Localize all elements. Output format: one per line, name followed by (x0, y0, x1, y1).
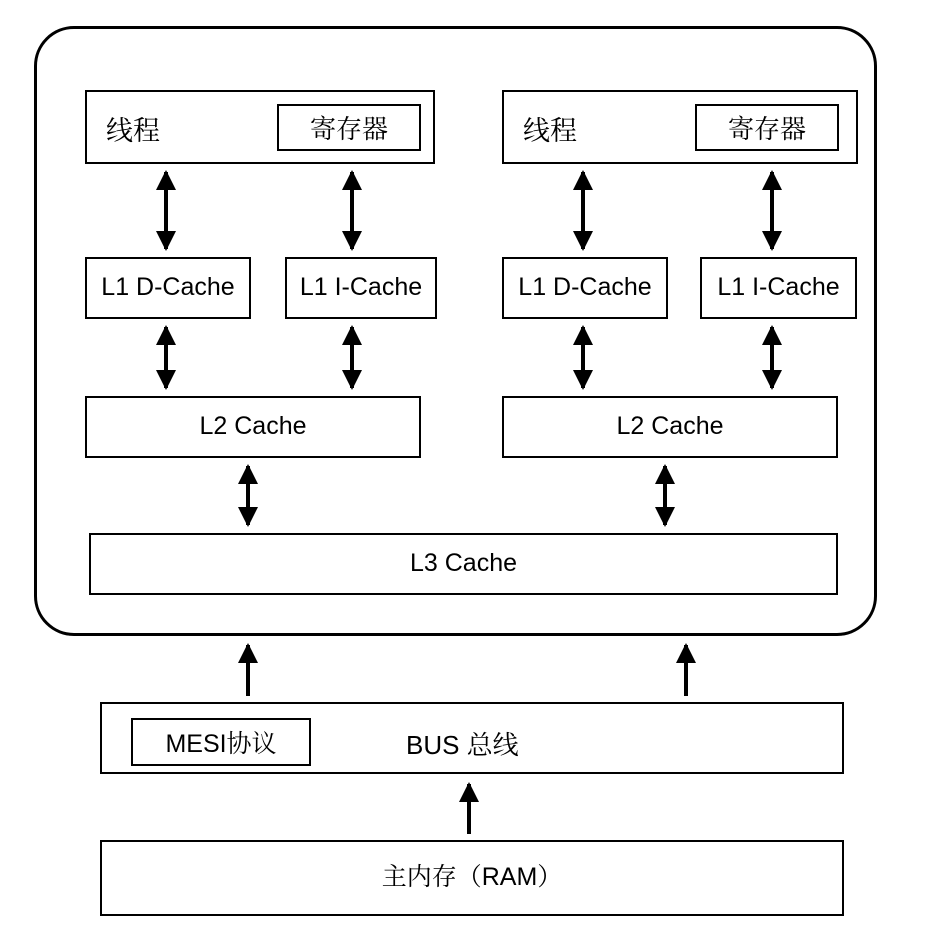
core-1-l2-cache-box: L2 Cache (85, 396, 421, 458)
core-1-thread-label: 线程 (106, 116, 160, 146)
core-1-register-box: 寄存器 (277, 104, 421, 151)
core-2-l1-dcache-box: L1 D-Cache (502, 257, 668, 319)
bus-label: BUS 总线 (406, 730, 519, 760)
core-2-l1-icache-box: L1 I-Cache (700, 257, 857, 319)
l3-cache-box: L3 Cache (89, 533, 838, 595)
core-2-l2-cache-box: L2 Cache (502, 396, 838, 458)
core-2-register-box: 寄存器 (695, 104, 839, 151)
main-memory-box: 主内存（RAM） (100, 840, 844, 916)
core-1-l1-icache-box: L1 I-Cache (285, 257, 437, 319)
mesi-protocol-box: MESI协议 (131, 718, 311, 766)
core-1-l1-dcache-box: L1 D-Cache (85, 257, 251, 319)
core-2-thread-label: 线程 (523, 116, 577, 146)
